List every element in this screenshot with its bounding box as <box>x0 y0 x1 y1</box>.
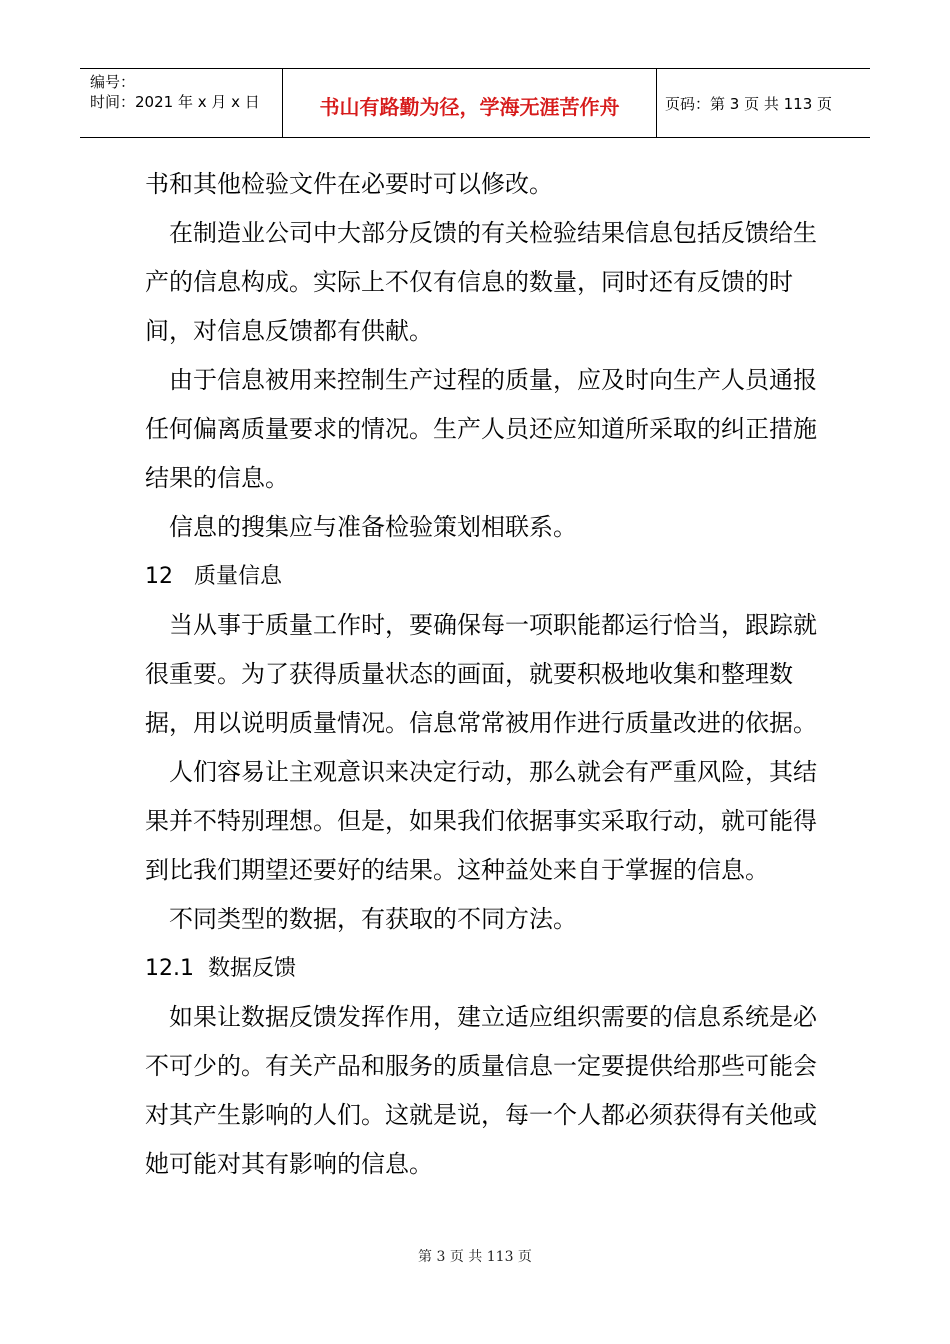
subsection-heading: 12.1 数据反馈 <box>145 956 296 981</box>
header-motto-cell <box>283 69 657 137</box>
section-heading: 12 质量信息 <box>145 564 282 589</box>
paragraph: 信息的搜集应与准备检验策划相联系。 <box>169 513 577 541</box>
paragraph: 不同类型的数据，有获取的不同方法。 <box>169 905 577 933</box>
paragraph: 由于信息被用来控制生产过程的质量，应及时向生产人员通报任何偏离质量要求的情况。生产人员还应知道所采取的纠正措施结果的信息。 <box>145 366 817 492</box>
paragraph: 人们容易让主观意识来决定行动，那么就会有严重风险，其结果并不特别理想。但是，如果我们依据事实采取行动，就可能得到比我们期望还要好的结果。这种益处来自于掌握的信息。 <box>145 758 817 884</box>
header-page-info: 页码：第 3 页 共 113 页 <box>665 95 833 113</box>
document-body <box>145 160 825 1189</box>
document-date-label: 时间：2021 年 x 月 x 日 <box>90 93 260 111</box>
page-footer: 第 3 页 共 113 页 <box>418 1249 532 1265</box>
paragraph: 在制造业公司中大部分反馈的有关检验结果信息包括反馈给生产的信息构成。实际上不仅有信息的数量，同时还有反馈的时间，对信息反馈都有供献。 <box>145 219 817 345</box>
document-number-label: 编号： <box>90 73 136 91</box>
header-meta-cell <box>80 69 283 137</box>
paragraph: 当从事于质量工作时，要确保每一项职能都运行恰当，跟踪就很重要。为了获得质量状态的画面，就要积极地收集和整理数据，用以说明质量情况。信息常常被用作进行质量改进的依据。 <box>145 611 817 737</box>
header-motto: 书山有路勤为径，学海无涯苦作舟 <box>319 95 620 119</box>
header-page-cell <box>657 69 870 137</box>
page-header <box>80 68 870 138</box>
paragraph: 如果让数据反馈发挥作用，建立适应组织需要的信息系统是必不可少的。有关产品和服务的质量信息一定要提供给那些可能会对其产生影响的人们。这就是说，每一个人都必须获得有关他或她可能对其有影响的信息。 <box>145 1003 817 1178</box>
paragraph: 书和其他检验文件在必要时可以修改。 <box>145 170 553 198</box>
